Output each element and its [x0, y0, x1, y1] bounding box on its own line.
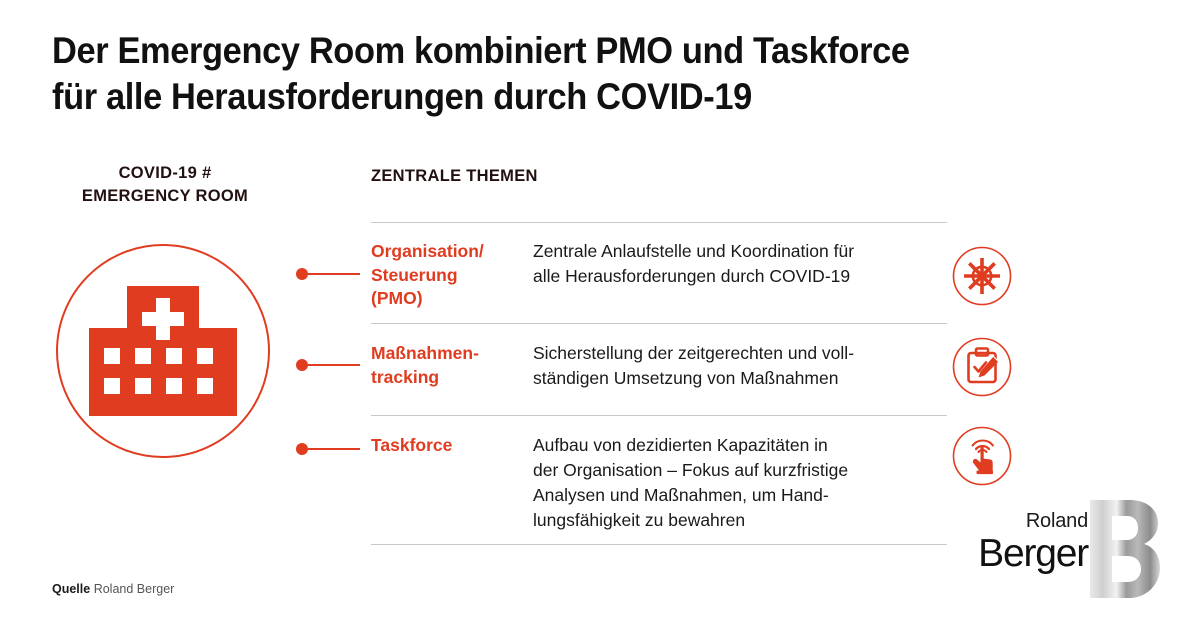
bullet-dot-icon: [296, 443, 308, 455]
bullet-line: [308, 364, 360, 366]
bullet-connector: [296, 359, 362, 371]
bullet-dot-icon: [296, 268, 308, 280]
bullet-connector: [296, 268, 362, 280]
theme-label-line-3: (PMO): [371, 288, 423, 308]
hospital-icon: [56, 244, 270, 458]
divider-2: [371, 415, 947, 416]
theme-description-line-1: Zentrale Anlaufstelle und Koordination für: [533, 241, 855, 261]
bullet-line: [308, 273, 360, 275]
theme-description-line-1: Sicherstellung der zeitgerechten und voll-: [533, 343, 855, 363]
logo-b-mark-icon: [1088, 500, 1160, 598]
theme-label: [371, 434, 529, 458]
theme-description: [533, 433, 953, 533]
theme-description-line-2: ständigen Umsetzung von Maßnahmen: [533, 368, 839, 388]
themes-header: ZENTRALE THEMEN: [371, 167, 538, 185]
page-title-line-2: für alle Herausforderungen durch COVID-19: [52, 76, 752, 117]
logo-wordmark: [968, 500, 1088, 575]
theme-description-line-2: der Organisation – Fokus auf kurzfristige: [533, 460, 849, 480]
theme-description-line-1: Aufbau von dezidierten Kapazitäten in: [533, 435, 828, 455]
source-label: Quelle: [52, 582, 91, 596]
theme-label-line-2: tracking: [371, 366, 440, 387]
roland-berger-logo: [968, 500, 1158, 600]
theme-label-line-1: Organisation/: [371, 241, 484, 261]
emergency-room-label-line-2: EMERGENCY ROOM: [81, 187, 249, 205]
clipboard-check-pencil-icon: [952, 337, 1012, 397]
emergency-room-label: [40, 162, 290, 208]
theme-description-line-4: lungsfähigkeit zu bewahren: [533, 510, 746, 530]
theme-label: [371, 342, 529, 389]
divider-bottom: [371, 544, 947, 545]
theme-label-line-1: Maßnahmen-: [371, 343, 479, 363]
theme-description: [533, 239, 953, 289]
theme-description-line-2: alle Herausforderungen durch COVID-19: [533, 266, 851, 286]
page-title-line-1: Der Emergency Room kombiniert PMO und Taskforce: [52, 30, 910, 71]
bullet-line: [308, 448, 360, 450]
logo-last-name: Berger: [978, 532, 1088, 575]
logo-first-name: Roland: [1025, 510, 1088, 532]
ships-wheel-icon: [952, 246, 1012, 306]
emergency-room-label-line-1: COVID-19 #: [118, 164, 212, 182]
theme-description: [533, 341, 953, 391]
source-note: [52, 582, 174, 596]
theme-label: [371, 240, 529, 311]
theme-description-line-3: Analysen und Maßnahmen, um Hand-: [533, 485, 829, 505]
bullet-connector: [296, 443, 362, 455]
tap-hand-icon: [952, 426, 1012, 486]
divider-top: [371, 222, 947, 223]
theme-label-line-1: Taskforce: [371, 435, 453, 455]
theme-label-line-2: Steuerung: [371, 264, 458, 285]
divider-1: [371, 323, 947, 324]
page-title: [52, 28, 1152, 120]
bullet-dot-icon: [296, 359, 308, 371]
source-value: Roland Berger: [93, 582, 175, 596]
